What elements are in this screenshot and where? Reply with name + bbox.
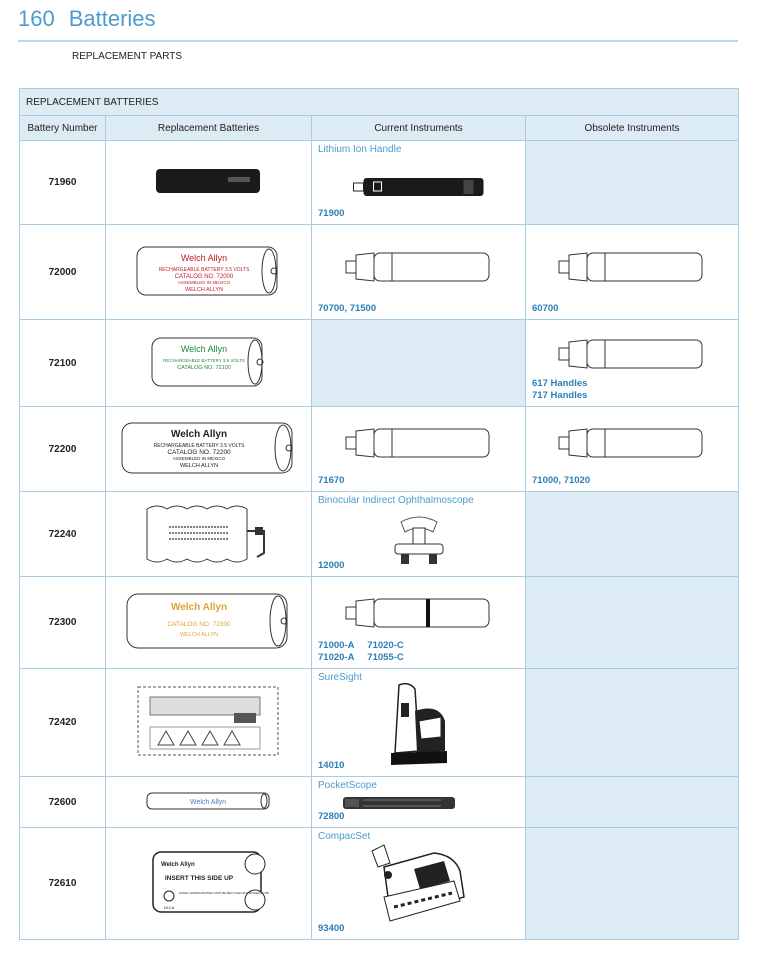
svg-text:ASSEMBLED IN MEXICO: ASSEMBLED IN MEXICO — [177, 279, 230, 285]
page-title: Batteries — [68, 6, 156, 31]
obsolete-instruments-cell — [526, 577, 739, 669]
table-row — [20, 320, 739, 407]
svg-text:CATALOG NO. 72300: CATALOG NO. 72300 — [166, 621, 231, 628]
battery-72300-icon — [124, 590, 294, 652]
battery-image-72100 — [106, 320, 312, 407]
battery-number: 72420 — [20, 669, 106, 777]
current-instrument-models: 71000-A 71020-C 71020-A 71055-C — [318, 640, 404, 663]
svg-text:Welch Allyn: Welch Allyn — [180, 343, 227, 354]
compacset-icon — [364, 841, 474, 927]
battery-72600-icon — [144, 790, 274, 812]
current-instruments-cell — [312, 225, 526, 320]
svg-text:Ni-Cd: Ni-Cd — [163, 905, 174, 910]
column-header-obsolete-instruments: Obsolete Instruments — [526, 116, 739, 141]
current-instrument-label: PocketScope — [318, 780, 377, 791]
battery-number: 72600 — [20, 777, 106, 828]
svg-text:WELCH ALLYN: WELCH ALLYN — [179, 462, 218, 469]
table-row — [20, 669, 739, 777]
current-instrument-label: Binocular Indirect Ophthalmoscope — [318, 495, 474, 506]
current-instruments-cell — [312, 828, 526, 940]
current-instrument-models: 93400 — [318, 923, 345, 934]
column-header-current-instruments: Current Instruments — [312, 116, 526, 141]
battery-pack-72420-icon — [134, 683, 284, 759]
obsolete-instruments-cell — [526, 225, 739, 320]
battery-image-72600 — [106, 777, 312, 828]
battery-image-72000 — [106, 225, 312, 320]
table-row — [20, 407, 739, 492]
battery-72100-icon — [149, 334, 269, 390]
svg-text:Welch Allyn: Welch Allyn — [170, 428, 227, 440]
current-instrument-models: 70700, 71500 — [318, 303, 377, 314]
svg-text:WELCH ALLYN: WELCH ALLYN — [184, 286, 223, 293]
table-row — [20, 141, 739, 225]
battery-image-72240 — [106, 492, 312, 577]
svg-text:NICKEL CADMIUM BATTERY MUST BE: NICKEL CADMIUM BATTERY MUST BE RECYCLED OR DISPOSED OF PROPERLY — [178, 892, 269, 895]
battery-72610-icon — [149, 848, 269, 916]
current-instruments-cell — [312, 407, 526, 492]
table-row — [20, 777, 739, 828]
svg-text:RECHARGEABLE BATTERY 3.5 VOLTS: RECHARGEABLE BATTERY 3.5 VOLTS — [153, 442, 244, 449]
obsolete-instruments-cell — [526, 320, 739, 407]
battery-number: 72000 — [20, 225, 106, 320]
obsolete-instruments-cell — [526, 407, 739, 492]
obsolete-instruments-cell — [526, 669, 739, 777]
current-instruments-cell — [312, 492, 526, 577]
page-number: 160 — [18, 6, 55, 31]
battery-72000-icon — [134, 243, 284, 299]
handle-icon — [344, 425, 494, 461]
svg-text:ASSEMBLED IN MEXICO: ASSEMBLED IN MEXICO — [172, 455, 225, 461]
battery-image-71960 — [106, 141, 312, 225]
svg-text:RECHARGEABLE BATTERY 3.5 VOLTS: RECHARGEABLE BATTERY 3.5 VOLTS — [162, 357, 245, 363]
current-instruments-cell — [312, 141, 526, 225]
obsolete-instruments-cell — [526, 828, 739, 940]
battery-number: 72610 — [20, 828, 106, 940]
svg-text:CATALOG NO. 72000: CATALOG NO. 72000 — [174, 273, 233, 280]
obsolete-instrument-models: 71000, 71020 — [532, 475, 591, 486]
current-instruments-cell — [312, 577, 526, 669]
svg-text:CATALOG NO. 72100: CATALOG NO. 72100 — [176, 364, 231, 371]
handle-icon — [557, 249, 707, 285]
table-row — [20, 828, 739, 940]
column-header-replacement-batteries: Replacement Batteries — [106, 116, 312, 141]
svg-text:WELCH ALLYN: WELCH ALLYN — [179, 632, 218, 638]
table-row — [20, 577, 739, 669]
battery-71960-icon — [154, 166, 264, 196]
suresight-device-icon — [389, 681, 449, 767]
table-row — [20, 225, 739, 320]
svg-text:INSERT THIS SIDE UP: INSERT THIS SIDE UP — [164, 875, 233, 882]
svg-text:Welch Allyn: Welch Allyn — [189, 798, 226, 806]
current-instrument-models: 12000 — [318, 560, 345, 571]
battery-image-72200 — [106, 407, 312, 492]
battery-number: 71960 — [20, 141, 106, 225]
current-instruments-cell — [312, 669, 526, 777]
current-instrument-label: Lithium Ion Handle — [318, 144, 402, 155]
svg-text:Welch Allyn: Welch Allyn — [170, 602, 227, 613]
section-subtitle: REPLACEMENT PARTS — [72, 51, 183, 62]
battery-image-72300 — [106, 577, 312, 669]
svg-text:RECHARGEABLE BATTERY 3.5 VOLTS: RECHARGEABLE BATTERY 3.5 VOLTS — [158, 266, 249, 273]
current-instrument-label: SureSight — [318, 672, 362, 683]
current-instruments-cell — [312, 777, 526, 828]
pocketscope-icon — [341, 793, 461, 813]
ophthalmoscope-headset-icon — [387, 514, 451, 566]
replacement-batteries-table — [19, 88, 739, 940]
handle-icon — [557, 336, 707, 372]
svg-text:Welch Allyn: Welch Allyn — [160, 862, 195, 868]
battery-number: 72300 — [20, 577, 106, 669]
obsolete-instruments-cell — [526, 777, 739, 828]
current-instrument-label: CompacSet — [318, 831, 371, 842]
battery-image-72610 — [106, 828, 312, 940]
battery-number: 72200 — [20, 407, 106, 492]
current-instruments-cell — [312, 320, 526, 407]
battery-image-72420 — [106, 669, 312, 777]
battery-72200-icon — [119, 419, 299, 477]
obsolete-instruments-cell — [526, 492, 739, 577]
battery-number: 72240 — [20, 492, 106, 577]
current-instrument-models: 72800 — [318, 811, 345, 822]
table-row — [20, 492, 739, 577]
current-instrument-models: 71670 — [318, 475, 345, 486]
battery-number: 72100 — [20, 320, 106, 407]
header-divider — [18, 40, 738, 42]
table-caption: REPLACEMENT BATTERIES — [20, 89, 739, 116]
battery-pack-72240-icon — [139, 501, 279, 565]
obsolete-instrument-models: 60700 — [532, 303, 559, 314]
current-instrument-models: 71900 — [318, 208, 345, 219]
column-header-battery-number: Battery Number — [20, 116, 106, 141]
svg-text:Welch Allyn: Welch Allyn — [180, 252, 227, 263]
svg-text:CATALOG NO. 72200: CATALOG NO. 72200 — [166, 448, 231, 456]
handle-icon — [344, 249, 494, 285]
obsolete-instruments-cell — [526, 141, 739, 225]
obsolete-instrument-models: 617 Handles 717 Handles — [532, 378, 588, 401]
page-header — [18, 6, 156, 32]
handle-icon — [344, 595, 494, 631]
current-instrument-models: 14010 — [318, 760, 345, 771]
lithium-ion-handle-icon — [351, 174, 486, 200]
handle-icon — [557, 425, 707, 461]
